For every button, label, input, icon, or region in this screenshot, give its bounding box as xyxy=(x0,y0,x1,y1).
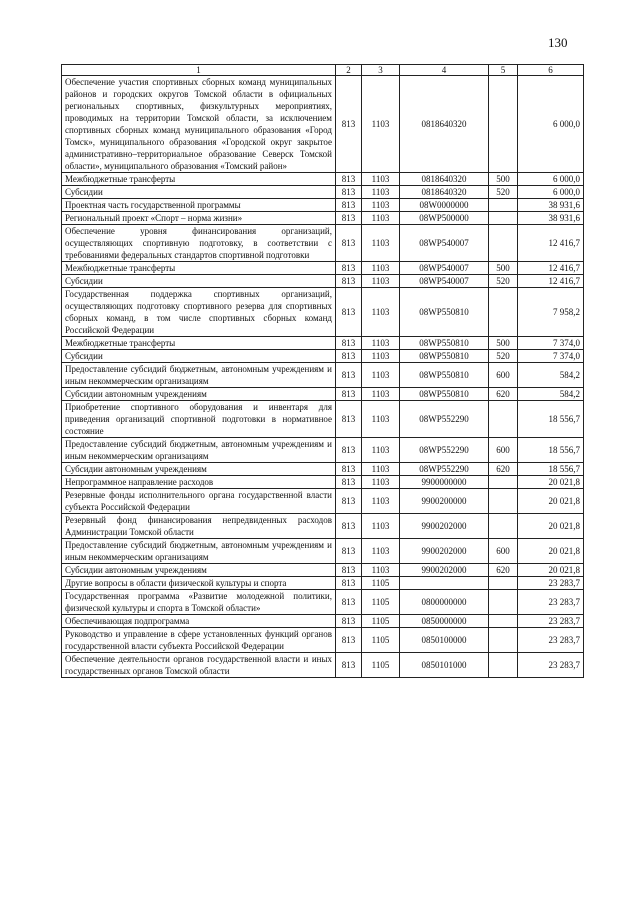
cell-name: Межбюджетные трансферты xyxy=(62,173,336,186)
cell-target-article: 0850100000 xyxy=(400,628,489,653)
cell-expense-type: 620 xyxy=(489,463,518,476)
cell-target-article: 9900200000 xyxy=(400,489,489,514)
cell-amount: 12 416,7 xyxy=(518,262,584,275)
table-row xyxy=(62,577,584,590)
cell-department: 813 xyxy=(336,388,362,401)
cell-section: 1103 xyxy=(362,225,400,262)
cell-amount: 18 556,7 xyxy=(518,463,584,476)
cell-target-article: 08WP552290 xyxy=(400,401,489,438)
cell-name: Предоставление субсидий бюджетным, автономным учреждениям и иным некоммерческим организациям xyxy=(62,363,336,388)
cell-name: Обеспечение уровня финансирования организаций, осуществляющих спортивную подготовку, в соответствии с требованиями федеральных стандартов спортивной подготовки xyxy=(62,225,336,262)
cell-expense-type xyxy=(489,212,518,225)
cell-name: Межбюджетные трансферты xyxy=(62,262,336,275)
cell-section: 1105 xyxy=(362,590,400,615)
table-row xyxy=(62,350,584,363)
cell-target-article: 0850000000 xyxy=(400,615,489,628)
cell-amount: 20 021,8 xyxy=(518,539,584,564)
cell-name: Субсидии автономным учреждениям xyxy=(62,388,336,401)
cell-target-article: 0850101000 xyxy=(400,653,489,678)
cell-target-article: 9900000000 xyxy=(400,476,489,489)
table-row xyxy=(62,476,584,489)
cell-expense-type: 520 xyxy=(489,275,518,288)
cell-section: 1103 xyxy=(362,337,400,350)
cell-expense-type: 620 xyxy=(489,388,518,401)
cell-department: 813 xyxy=(336,590,362,615)
cell-amount: 38 931,6 xyxy=(518,212,584,225)
table-row xyxy=(62,173,584,186)
cell-target-article: 9900202000 xyxy=(400,564,489,577)
cell-amount: 20 021,8 xyxy=(518,476,584,489)
cell-department: 813 xyxy=(336,262,362,275)
header-col-2: 2 xyxy=(336,65,362,76)
cell-target-article: 08WP550810 xyxy=(400,337,489,350)
table-row xyxy=(62,337,584,350)
table-row xyxy=(62,564,584,577)
cell-expense-type: 520 xyxy=(489,186,518,199)
table-row xyxy=(62,363,584,388)
cell-department: 813 xyxy=(336,539,362,564)
cell-amount: 23 283,7 xyxy=(518,653,584,678)
cell-amount: 38 931,6 xyxy=(518,199,584,212)
cell-target-article: 08WP540007 xyxy=(400,275,489,288)
cell-amount: 20 021,8 xyxy=(518,514,584,539)
cell-name: Субсидии xyxy=(62,186,336,199)
cell-amount: 23 283,7 xyxy=(518,628,584,653)
cell-section: 1105 xyxy=(362,577,400,590)
cell-department: 813 xyxy=(336,628,362,653)
cell-expense-type xyxy=(489,615,518,628)
cell-amount: 7 374,0 xyxy=(518,337,584,350)
cell-section: 1105 xyxy=(362,653,400,678)
cell-target-article: 9900202000 xyxy=(400,514,489,539)
table-row xyxy=(62,275,584,288)
cell-department: 813 xyxy=(336,653,362,678)
cell-department: 813 xyxy=(336,350,362,363)
cell-name: Предоставление субсидий бюджетным, автономным учреждениям и иным некоммерческим организациям xyxy=(62,539,336,564)
page-number: 130 xyxy=(548,35,568,50)
cell-section: 1105 xyxy=(362,615,400,628)
table-row xyxy=(62,514,584,539)
cell-department: 813 xyxy=(336,438,362,463)
table-header-row xyxy=(62,65,584,76)
cell-target-article: 08WP550810 xyxy=(400,288,489,337)
cell-expense-type: 620 xyxy=(489,564,518,577)
cell-expense-type: 500 xyxy=(489,337,518,350)
cell-amount: 23 283,7 xyxy=(518,615,584,628)
cell-expense-type: 520 xyxy=(489,350,518,363)
cell-section: 1103 xyxy=(362,173,400,186)
cell-section: 1103 xyxy=(362,350,400,363)
cell-section: 1103 xyxy=(362,212,400,225)
cell-name: Государственная программа «Развитие молодежной политики, физической культуры и спорта в Томской области» xyxy=(62,590,336,615)
cell-target-article: 08WP540007 xyxy=(400,262,489,275)
cell-expense-type xyxy=(489,199,518,212)
cell-target-article: 0800000000 xyxy=(400,590,489,615)
cell-department: 813 xyxy=(336,577,362,590)
cell-name: Приобретение спортивного оборудования и инвентаря для приведения организаций спортивной подготовки в нормативное состояние xyxy=(62,401,336,438)
cell-department: 813 xyxy=(336,615,362,628)
cell-department: 813 xyxy=(336,275,362,288)
cell-amount: 584,2 xyxy=(518,363,584,388)
table-row xyxy=(62,463,584,476)
cell-department: 813 xyxy=(336,463,362,476)
cell-section: 1103 xyxy=(362,262,400,275)
cell-department: 813 xyxy=(336,212,362,225)
cell-amount: 12 416,7 xyxy=(518,275,584,288)
header-col-3: 3 xyxy=(362,65,400,76)
cell-name: Резервный фонд финансирования непредвиденных расходов Администрации Томской области xyxy=(62,514,336,539)
header-col-4: 4 xyxy=(400,65,489,76)
cell-section: 1103 xyxy=(362,564,400,577)
cell-department: 813 xyxy=(336,288,362,337)
cell-section: 1103 xyxy=(362,288,400,337)
table-row xyxy=(62,489,584,514)
cell-amount: 7 374,0 xyxy=(518,350,584,363)
cell-name: Предоставление субсидий бюджетным, автономным учреждениям и иным некоммерческим организациям xyxy=(62,438,336,463)
cell-section: 1103 xyxy=(362,401,400,438)
cell-section: 1103 xyxy=(362,76,400,173)
cell-section: 1103 xyxy=(362,438,400,463)
cell-section: 1103 xyxy=(362,199,400,212)
cell-section: 1103 xyxy=(362,275,400,288)
cell-amount: 18 556,7 xyxy=(518,401,584,438)
table-row xyxy=(62,288,584,337)
cell-expense-type xyxy=(489,577,518,590)
cell-name: Руководство и управление в сфере установленных функций органов государственной власти субъекта Российской Федерации xyxy=(62,628,336,653)
cell-name: Другие вопросы в области физической культуры и спорта xyxy=(62,577,336,590)
cell-amount: 20 021,8 xyxy=(518,564,584,577)
table-row xyxy=(62,76,584,173)
cell-expense-type: 600 xyxy=(489,363,518,388)
table-row xyxy=(62,615,584,628)
header-col-1: 1 xyxy=(62,65,336,76)
cell-department: 813 xyxy=(336,476,362,489)
cell-expense-type xyxy=(489,653,518,678)
cell-target-article: 0818640320 xyxy=(400,76,489,173)
cell-amount: 18 556,7 xyxy=(518,438,584,463)
cell-department: 813 xyxy=(336,401,362,438)
cell-expense-type xyxy=(489,401,518,438)
cell-section: 1103 xyxy=(362,514,400,539)
cell-name: Субсидии автономным учреждениям xyxy=(62,564,336,577)
cell-section: 1103 xyxy=(362,388,400,401)
cell-section: 1103 xyxy=(362,186,400,199)
cell-expense-type xyxy=(489,489,518,514)
cell-amount: 12 416,7 xyxy=(518,225,584,262)
cell-target-article: 08WP552290 xyxy=(400,463,489,476)
cell-department: 813 xyxy=(336,76,362,173)
cell-amount: 6 000,0 xyxy=(518,186,584,199)
cell-expense-type: 500 xyxy=(489,262,518,275)
cell-target-article: 0818640320 xyxy=(400,173,489,186)
cell-expense-type xyxy=(489,590,518,615)
budget-table xyxy=(61,64,584,678)
cell-section: 1103 xyxy=(362,476,400,489)
table-row xyxy=(62,262,584,275)
table-row xyxy=(62,225,584,262)
cell-amount: 7 958,2 xyxy=(518,288,584,337)
table-row xyxy=(62,199,584,212)
cell-name: Государственная поддержка спортивных организаций, осуществляющих подготовку спортивного резерва для спортивных сборных команд, в том числе спортивных сборных команд Российской Федерации xyxy=(62,288,336,337)
cell-amount: 584,2 xyxy=(518,388,584,401)
cell-name: Непрограммное направление расходов xyxy=(62,476,336,489)
table-row xyxy=(62,590,584,615)
cell-expense-type xyxy=(489,288,518,337)
cell-target-article: 9900202000 xyxy=(400,539,489,564)
header-col-6: 6 xyxy=(518,65,584,76)
cell-department: 813 xyxy=(336,173,362,186)
cell-target-article: 08WP550810 xyxy=(400,350,489,363)
cell-name: Проектная часть государственной программы xyxy=(62,199,336,212)
cell-expense-type xyxy=(489,476,518,489)
header-col-5: 5 xyxy=(489,65,518,76)
cell-department: 813 xyxy=(336,363,362,388)
cell-name: Обеспечение участия спортивных сборных команд муниципальных районов и городских округов Томской области в официальных региональных спортивных, физкультурных мероприятиях, проводимых на территории Томской области, за исключением спортивных сборных команд муниципального образования «Город Томск», муниципального образования «Городской округ закрытое административно–территориальное образование Северск Томской области», муниципального образования «Томский район» xyxy=(62,76,336,173)
cell-section: 1103 xyxy=(362,539,400,564)
cell-department: 813 xyxy=(336,337,362,350)
cell-name: Субсидии xyxy=(62,350,336,363)
table-row xyxy=(62,401,584,438)
cell-target-article xyxy=(400,577,489,590)
table-row xyxy=(62,186,584,199)
cell-name: Резервные фонды исполнительного органа государственной власти субъекта Российской Федерации xyxy=(62,489,336,514)
table-row xyxy=(62,438,584,463)
cell-target-article: 0818640320 xyxy=(400,186,489,199)
cell-target-article: 08W0000000 xyxy=(400,199,489,212)
cell-amount: 23 283,7 xyxy=(518,577,584,590)
cell-department: 813 xyxy=(336,514,362,539)
cell-section: 1105 xyxy=(362,628,400,653)
cell-name: Обеспечение деятельности органов государственной власти и иных государственных органов Томской области xyxy=(62,653,336,678)
cell-name: Региональный проект «Спорт – норма жизни» xyxy=(62,212,336,225)
cell-expense-type xyxy=(489,225,518,262)
cell-amount: 20 021,8 xyxy=(518,489,584,514)
cell-section: 1103 xyxy=(362,489,400,514)
table-row xyxy=(62,653,584,678)
table-row xyxy=(62,539,584,564)
cell-amount: 23 283,7 xyxy=(518,590,584,615)
cell-target-article: 08WP552290 xyxy=(400,438,489,463)
cell-amount: 6 000,0 xyxy=(518,76,584,173)
cell-department: 813 xyxy=(336,186,362,199)
cell-department: 813 xyxy=(336,199,362,212)
cell-target-article: 08WP550810 xyxy=(400,363,489,388)
cell-expense-type: 500 xyxy=(489,173,518,186)
cell-expense-type xyxy=(489,76,518,173)
cell-amount: 6 000,0 xyxy=(518,173,584,186)
cell-name: Обеспечивающая подпрограмма xyxy=(62,615,336,628)
table-row xyxy=(62,388,584,401)
cell-section: 1103 xyxy=(362,463,400,476)
cell-name: Субсидии автономным учреждениям xyxy=(62,463,336,476)
cell-target-article: 08WP540007 xyxy=(400,225,489,262)
table-body xyxy=(62,76,584,678)
cell-name: Субсидии xyxy=(62,275,336,288)
cell-expense-type: 600 xyxy=(489,438,518,463)
cell-target-article: 08WP550810 xyxy=(400,388,489,401)
cell-target-article: 08WP500000 xyxy=(400,212,489,225)
cell-expense-type: 600 xyxy=(489,539,518,564)
cell-name: Межбюджетные трансферты xyxy=(62,337,336,350)
table-row xyxy=(62,212,584,225)
cell-department: 813 xyxy=(336,225,362,262)
cell-section: 1103 xyxy=(362,363,400,388)
cell-expense-type xyxy=(489,514,518,539)
table-row xyxy=(62,628,584,653)
cell-department: 813 xyxy=(336,489,362,514)
cell-expense-type xyxy=(489,628,518,653)
cell-department: 813 xyxy=(336,564,362,577)
